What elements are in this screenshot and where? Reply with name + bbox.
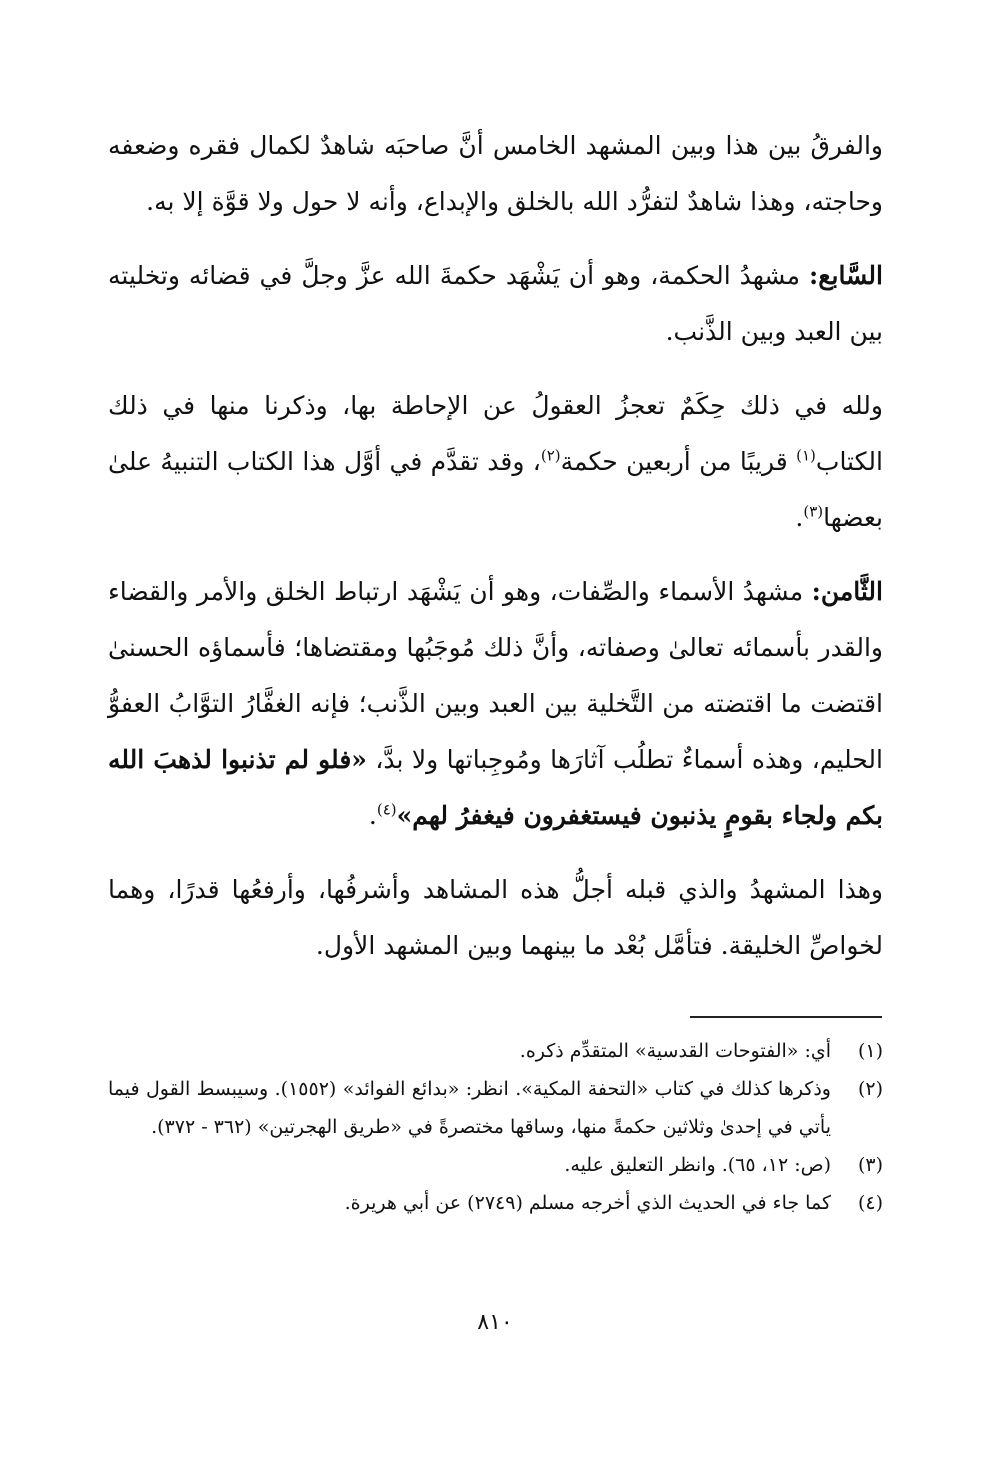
main-text <box>108 118 883 992</box>
footnote-text: (ص: ١٢، ٦٥). وانظر التعليق عليه. <box>564 1154 831 1176</box>
paragraph-2-lead: السَّابع: <box>809 261 883 290</box>
paragraph-1-text: والفرقُ بين هذا وبين المشهد الخامس أنَّ صاحبَه شاهدٌ لكمال فقره وضعفه وحاجته، وهذا شاهدٌ لتفرُّد الله بالخلق والإبداع، وأنه لا حول ولا قوَّة إلا به. <box>108 131 883 216</box>
footnote-text: أي: «الفتوحات القدسية» المتقدِّم ذكره. <box>519 1040 831 1062</box>
footnote-ref-2[interactable]: (٢) <box>540 446 561 465</box>
paragraph-4 <box>108 564 883 844</box>
footnote-ref-3[interactable]: (٣) <box>803 502 824 521</box>
paragraph-5-text: وهذا المشهدُ والذي قبله أجلُّ هذه المشاهد وأشرفُها، وأرفعُها قدرًا، وهما لخواصِّ الخليقة. فتأمَّل بُعْد ما بينهما وبين المشهد الأول. <box>108 875 883 960</box>
paragraph-4-end: . <box>368 801 377 830</box>
paragraph-2 <box>108 248 883 360</box>
paragraph-3-text-c: ، وقد تقدَّم في أوَّل هذا الكتاب التنبيهُ علىٰ بعضها <box>108 447 883 532</box>
footnote-ref-1[interactable]: (١) <box>796 446 816 465</box>
footnote-text: كما جاء في الحديث الذي أخرجه مسلم (٢٧٤٩) عن أبي هريرة. <box>344 1192 831 1214</box>
paragraph-3-text-d: . <box>795 503 804 532</box>
footnote-ref-4[interactable]: (٤) <box>376 800 397 819</box>
footnote-separator <box>690 1016 882 1018</box>
footnote-1 <box>108 1032 883 1070</box>
paragraph-5 <box>108 862 883 974</box>
footnote-number: (٢) <box>857 1078 883 1100</box>
paragraph-3-text-b: قريبًا من أربعين حكمة <box>560 447 797 476</box>
paragraph-3-text-a: ولله في ذلك حِكَمٌ تعجزُ العقولُ عن الإحاطة بها، وذكرنا منها في ذلك الكتاب <box>108 391 883 476</box>
paragraph-1 <box>108 118 883 230</box>
footnote-number: (١) <box>857 1040 883 1062</box>
paragraph-3 <box>108 378 883 546</box>
page-number: ٨١٠ <box>477 1310 513 1335</box>
paragraph-4-text: مشهدُ الأسماء والصِّفات، وهو أن يَشْهَد ارتباط الخلق والأمر والقضاء والقدر بأسمائه تعالىٰ وصفاته، وأنَّ ذلك مُوجَبُها ومقتضاها؛ فأسماؤه الحسنىٰ اقتضت ما اقتضته من التَّخلية بين العبد وبين الذَّنب؛ فإنه الغفَّارُ التوَّابُ العفوُّ الحليم، وهذه أسماءٌ تطلُب آثارَها ومُوجِباتها ولا بدَّ، <box>108 577 883 774</box>
hadith-quote: «فلو لم تذنبوا لذهبَ الله بكم ولجاء بقومٍ يذنبون فيستغفرون فيغفرُ لهم» <box>108 745 883 830</box>
footnote-2 <box>108 1070 883 1146</box>
footnote-4 <box>108 1184 883 1222</box>
footnote-text: وذكرها كذلك في كتاب «التحفة المكية». انظر: «بدائع الفوائد» (١٥٥٢). وسيبسط القول فيما يأتي في إحدىٰ وثلاثين حكمةً منها، وساقها مختصرةً في «طريق الهجرتين» (٣٦٢ - ٣٧٢). <box>108 1078 831 1138</box>
footnotes <box>108 1032 883 1222</box>
paragraph-2-text: مشهدُ الحكمة، وهو أن يَشْهَد حكمةَ الله عزَّ وجلَّ في قضائه وتخليته بين العبد وبين الذَّنب. <box>108 261 883 346</box>
paragraph-4-lead: الثَّامن: <box>811 577 883 606</box>
footnote-number: (٣) <box>857 1154 883 1176</box>
footnote-3 <box>108 1146 883 1184</box>
footnote-number: (٤) <box>857 1192 883 1214</box>
